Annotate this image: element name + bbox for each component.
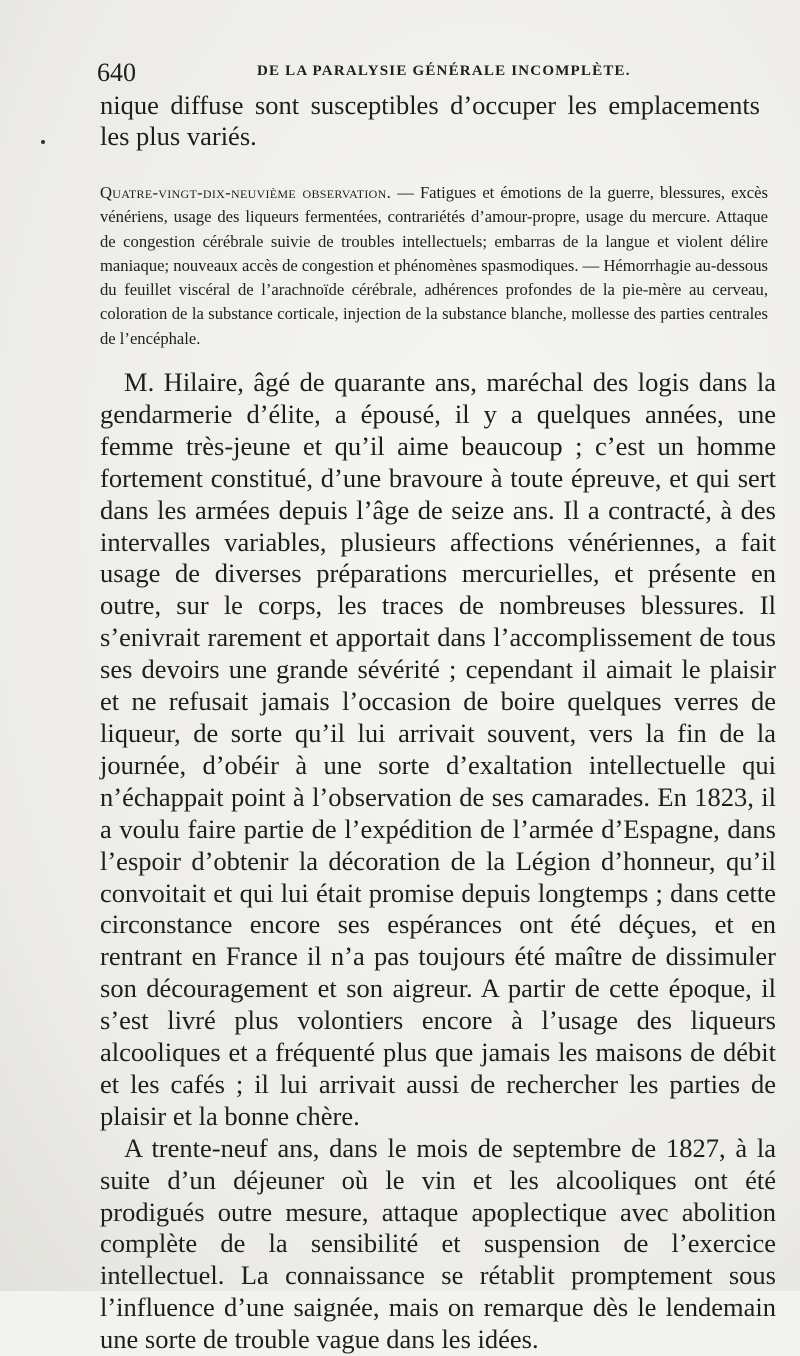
- body-paragraph-1: M. Hilaire, âgé de quarante ans, maréchal des logis dans la gendarmerie d’élite, a épousé, il y a quelques années, une femme très-jeune et qu’il aime beaucoup ; c’est un homme fortement constitué, d’une bravoure à toute épreuve, et qui sert dans les armées depuis l’âge de seize ans. Il a contracté, à des intervalles variables, plusieurs affections vénériennes, a fait usage de diverses préparations mercurielles, et présente en outre, sur le corps, les traces de nombreuses blessures. Il s’enivrait rarement et apportait dans l’accomplissement de tous ses devoirs une grande sévérité ; cependant il aimait le plaisir et ne refusait jamais l’occasion de boire quelques verres de liqueur, de sorte qu’il lui arrivait souvent, vers la fin de la journée, d’obéir à une sorte d’exaltation intellectuelle qui n’échappait point à l’observation de ses camarades. En 1823, il a voulu faire partie de l’expédition de l’armée d’Espagne, dans l’espoir d’obtenir la décoration de la Légion d’honneur, qu’il convoitait et qui lui était promise depuis longtemps ; dans cette circonstance encore ses espérances ont été déçues, et en rentrant en France il n’a pas toujours été maître de dissimuler son découragement et son aigreur. A partir de cette époque, il s’est livré plus volontiers encore à l’usage des liqueurs alcooliques et a fréquenté plus que jamais les maisons de débit et les cafés ; il lui arrivait aussi de rechercher les parties de plaisir et la bonne chère.: [100, 367, 776, 1131]
- page-number: 640: [97, 58, 136, 87]
- summary-paragraph: [100, 181, 768, 351]
- margin-speck: [41, 140, 45, 144]
- main-text: [100, 367, 776, 1356]
- page-header: [97, 58, 757, 88]
- observation-summary: [100, 181, 768, 351]
- summary-text: — Fatigues et émotions de la guerre, blessures, excès vénériens, usage des liqueurs fermentées, contrariétés d’amour-propre, usage du mercure. Attaque de congestion cérébrale suivie de troubles intellectuels; embarras de la langue et violent délire maniaque; nouveaux accès de congestion et phénomènes spasmodiques. — Hémorrhagie au-dessous du feuillet viscéral de l’arachnoïde cérébrale, adhérences profondes de la pie-mère au cerveau, coloration de la substance corticale, injection de la substance blanche, mollesse des parties centrales de l’encéphale.: [100, 183, 768, 348]
- observation-title: Quatre-vingt-dix-neuvième observation.: [100, 183, 392, 202]
- body-paragraph-2: A trente-neuf ans, dans le mois de septembre de 1827, à la suite d’un déjeuner où le vin et les alcooliques ont été prodigués outre mesure, attaque apoplectique avec abolition complète de la sensibilité et suspension de l’exercice intellectuel. La connaissance se rétablit promptement sous l’influence d’une saignée, mais on remarque dès le lendemain une sorte de trouble vague dans les idées.: [100, 1132, 776, 1355]
- running-head: DE LA PARALYSIE GÉNÉRALE INCOMPLÈTE.: [257, 63, 631, 79]
- intro-text: nique diffuse sont susceptibles d’occuper les emplacements les plus variés.: [100, 90, 760, 151]
- intro-paragraph: [100, 90, 760, 152]
